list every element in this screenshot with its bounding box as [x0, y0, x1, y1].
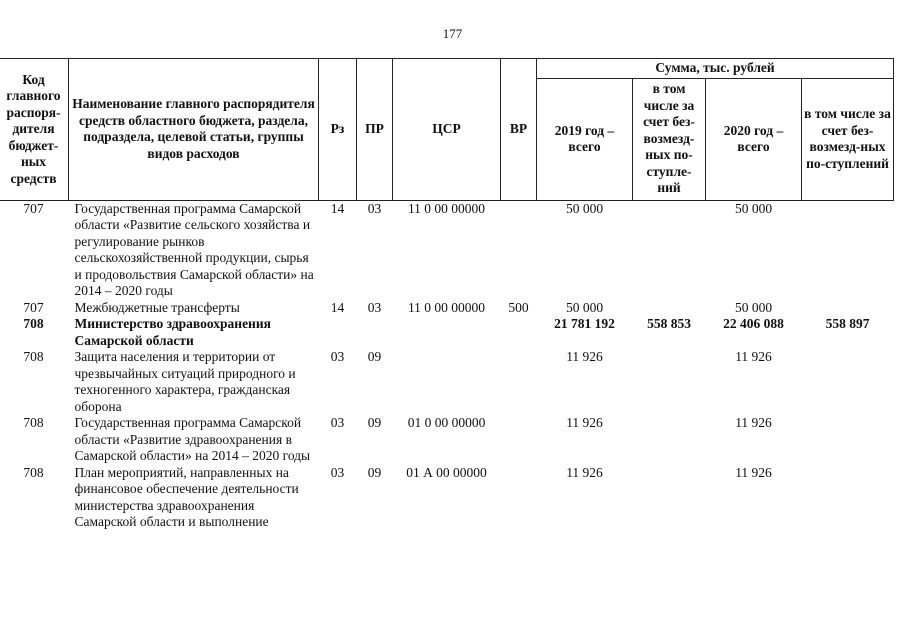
header-code: Код главного распоря-дителя бюджет-ных средств: [0, 59, 69, 201]
row-sum-2019: 21 781 192: [554, 316, 615, 331]
row-rz: 03: [330, 464, 345, 480]
row-sum-2020: 22 406 088: [723, 316, 784, 331]
row-csr: 01 0 00 00000: [407, 415, 486, 430]
row-csr: [393, 316, 501, 349]
row-pr: 09: [367, 349, 382, 364]
row-free-2019: 558 853: [647, 316, 691, 331]
row-free-2019: [633, 300, 706, 317]
row-free-2020: [802, 465, 894, 531]
row-pr: 09: [367, 415, 382, 430]
row-name: Государственная программа Самарской области «Развитие здравоохранения в Самарской области» на 2014 – 2020 годы: [74, 415, 311, 463]
row-name: Межбюджетные трансферты: [74, 299, 240, 315]
header-sum: Сумма, тыс. рублей: [537, 59, 894, 79]
row-rz: 03: [330, 415, 345, 430]
table-row: [0, 300, 894, 317]
row-csr: 11 0 00 00000: [407, 299, 486, 315]
header-pr: ПР: [357, 59, 393, 201]
row-code: 708: [23, 349, 44, 364]
row-rz: 03: [330, 349, 345, 364]
header-2019-total: 2019 год – всего: [537, 78, 633, 200]
row-rz: [319, 316, 357, 349]
row-free-2020: [802, 200, 894, 300]
row-sum-2020: 50 000: [734, 299, 773, 315]
row-vr: [501, 349, 537, 415]
table-row: [0, 465, 894, 531]
header-2020-free: в том числе за счет без-возмезд-ных по-ступлений: [802, 78, 894, 200]
row-sum-2019: 50 000: [565, 299, 604, 315]
row-free-2019: [633, 200, 706, 300]
row-name: Защита населения и территории от чрезвычайных ситуаций природного и техногенного характера, гражданская оборона: [74, 349, 296, 414]
row-name: План мероприятий, направленных на финансовое обеспечение деятельности министерства здравоохранения Самарской области и выполнение: [74, 464, 299, 529]
row-sum-2020: 50 000: [734, 200, 773, 216]
row-pr: 09: [367, 464, 382, 480]
row-pr: [357, 316, 393, 349]
row-rz: 14: [330, 299, 345, 315]
row-code: 707: [23, 299, 44, 315]
row-vr: [501, 465, 537, 531]
header-rz: Рз: [319, 59, 357, 201]
row-vr: [501, 200, 537, 300]
row-csr: [393, 349, 501, 415]
row-sum-2020: 11 926: [735, 415, 772, 430]
row-vr: [501, 316, 537, 349]
budget-table: [0, 58, 894, 531]
row-sum-2019: 11 926: [566, 415, 603, 430]
row-name: Государственная программа Самарской области «Развитие сельского хозяйства и регулирование рынков сельскохозяйственной продукции, сырья и продовольствия Самарской области» на 2014 – 2020 годы: [74, 200, 314, 298]
row-sum-2019: 50 000: [565, 200, 604, 216]
row-free-2019: [633, 415, 706, 465]
row-free-2019: [633, 349, 706, 415]
row-vr: [501, 415, 537, 465]
header-2019-free: в том числе за счет без-возмезд-ных по-ступле-ний: [633, 78, 706, 200]
table-row: [0, 200, 894, 300]
row-name: Министерство здравоохранения Самарской области: [74, 316, 271, 348]
header-csr: ЦСР: [393, 59, 501, 201]
row-pr: 03: [367, 299, 382, 315]
row-vr: 500: [508, 299, 529, 315]
row-sum-2019: 11 926: [566, 464, 603, 480]
row-pr: 03: [367, 200, 382, 216]
table-row: [0, 415, 894, 465]
header-vr: ВР: [501, 59, 537, 201]
row-code: 708: [23, 316, 44, 331]
row-rz: 14: [330, 200, 345, 216]
row-code: 708: [23, 415, 44, 430]
row-csr: 01 А 00 00000: [406, 464, 487, 480]
row-free-2020: [802, 300, 894, 317]
row-free-2020: [802, 415, 894, 465]
row-sum-2019: 11 926: [566, 349, 603, 364]
row-free-2019: [633, 465, 706, 531]
row-code: 708: [23, 464, 44, 480]
row-csr: 11 0 00 00000: [407, 200, 486, 216]
row-code: 707: [23, 200, 44, 216]
table-row: [0, 316, 894, 349]
row-sum-2020: 11 926: [735, 464, 772, 480]
row-sum-2020: 11 926: [735, 349, 772, 364]
row-free-2020: [802, 349, 894, 415]
header-2020-total: 2020 год – всего: [706, 78, 802, 200]
page-number: 177: [442, 26, 463, 41]
table-row: [0, 349, 894, 415]
header-name: Наименование главного распорядителя средств областного бюджета, раздела, подраздела, целевой статьи, группы видов расходов: [69, 59, 319, 201]
row-free-2020: 558 897: [825, 316, 870, 331]
